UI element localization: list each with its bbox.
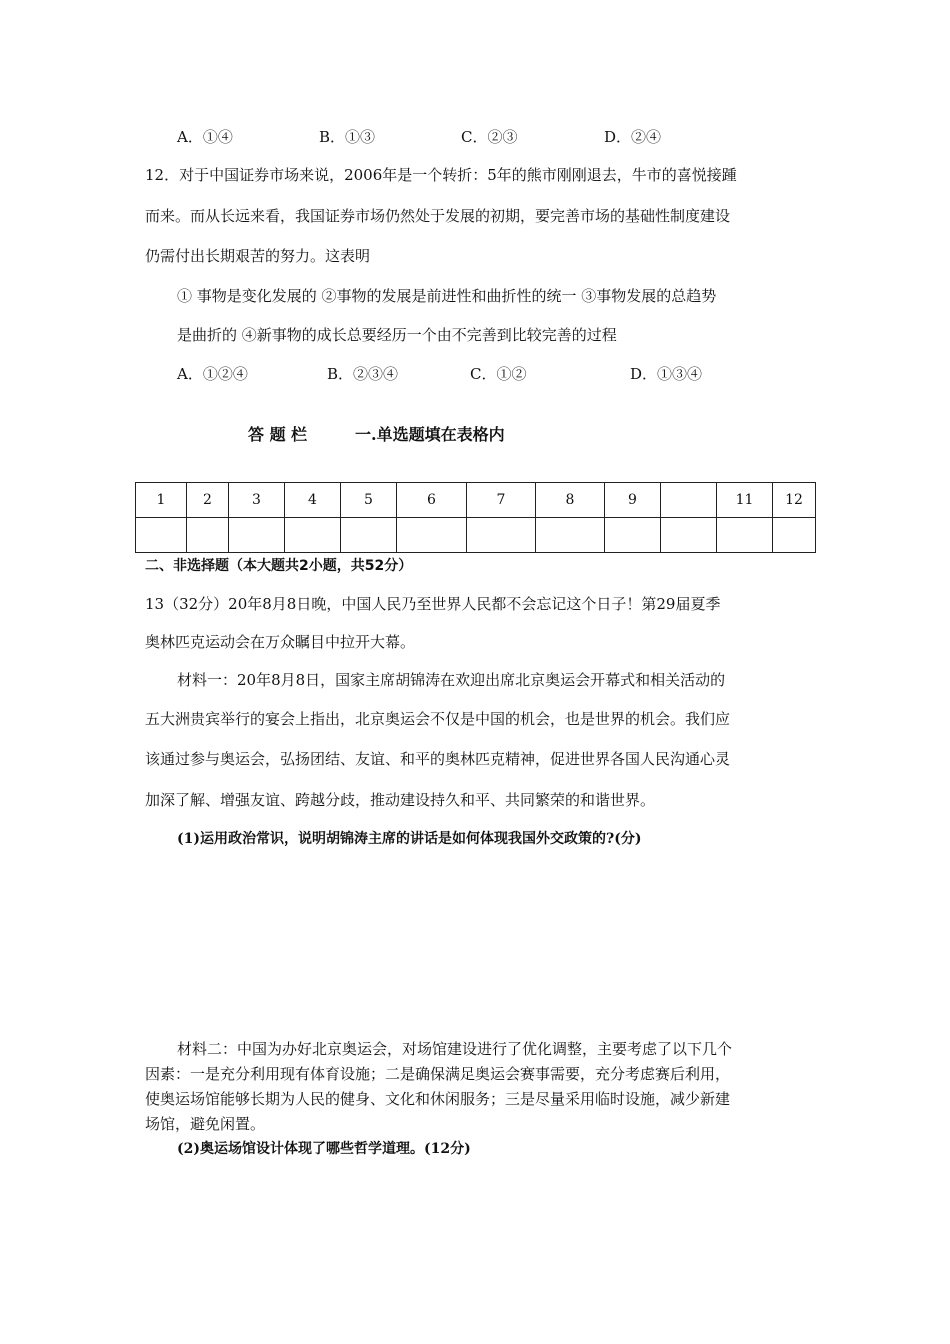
q13-material2-line-1: 材料二：中国为办好北京奥运会，对场馆建设进行了优化调整，主要考虑了以下几个 (177, 1040, 733, 1058)
q12-stem-line-3: 仍需付出长期艰苦的努力。这表明 (145, 247, 371, 265)
q13-material2-line-3: 使奥运场馆能够长期为人民的健身、文化和休闲服务；三是尽量采用临时设施，减少新建 (145, 1090, 731, 1108)
q11-option-c: C．②③ (461, 128, 518, 146)
answer-grid-header-cell: 12 (773, 483, 816, 518)
answer-grid-header-cell: 5 (341, 483, 397, 518)
q11-option-b: B．①③ (319, 128, 376, 146)
answer-grid-input-row (136, 518, 816, 553)
q13-material1-line-3: 该通过参与奥运会，弘扬团结、友谊、和平的奥林匹克精神，促进世界各国人民沟通心灵 (145, 750, 731, 768)
answer-grid-header-cell (661, 483, 717, 518)
q11-option-a: A．①④ (177, 128, 233, 146)
q13-subquestion-2: (2)奥运场馆设计体现了哪些哲学道理。(12分) (177, 1141, 471, 1157)
answer-grid-header-cell: 6 (397, 483, 467, 518)
answer-cell[interactable] (717, 518, 773, 553)
answer-cell[interactable] (773, 518, 816, 553)
answer-cell[interactable] (187, 518, 229, 553)
q12-option-d: D．①③④ (630, 365, 703, 383)
q12-option-a: A．①②④ (177, 365, 248, 383)
q12-stem-line-1: 12．对于中国证券市场来说，2006年是一个转折：5年的熊市刚刚退去，牛市的喜悦接踵 (145, 166, 737, 184)
q13-subquestion-1: (1)运用政治常识，说明胡锦涛主席的讲话是如何体现我国外交政策的?(分) (177, 831, 642, 847)
q13-material2-line-2: 因素：一是充分利用现有体育设施；二是确保满足奥运会赛事需要，充分考虑赛后利用， (145, 1065, 731, 1083)
answer-cell[interactable] (285, 518, 341, 553)
answer-cell[interactable] (661, 518, 717, 553)
answer-cell[interactable] (397, 518, 467, 553)
q12-stem-line-2: 而来。而从长远来看，我国证券市场仍然处于发展的初期，要完善市场的基础性制度建设 (145, 207, 731, 225)
q11-option-d: D．②④ (604, 128, 662, 146)
answer-grid-header-cell: 2 (187, 483, 229, 518)
answer-cell[interactable] (136, 518, 187, 553)
answer-grid-header-cell: 1 (136, 483, 187, 518)
q13-material1-line-1: 材料一：20年8月8日，国家主席胡锦涛在欢迎出席北京奥运会开幕式和相关活动的 (177, 671, 726, 689)
q12-option-c: C．①② (470, 365, 527, 383)
answer-grid-header-cell: 8 (536, 483, 605, 518)
q13-material1-line-4: 加深了解、增强友谊、跨越分歧，推动建设持久和平、共同繁荣的和谐世界。 (145, 791, 656, 809)
q13-material2-line-4: 场馆，避免闲置。 (145, 1115, 266, 1133)
answer-cell[interactable] (605, 518, 661, 553)
answer-grid (135, 482, 816, 553)
q12-items-line-1: ① 事物是变化发展的 ②事物的发展是前进性和曲折性的统一 ③事物发展的总趋势 (177, 287, 717, 305)
answer-grid-header-cell: 3 (229, 483, 285, 518)
answer-grid-header-cell: 7 (467, 483, 536, 518)
answer-bar-subtitle: 一.单选题填在表格内 (355, 425, 505, 444)
q12-option-b: B．②③④ (327, 365, 399, 383)
answer-grid-header-row (136, 483, 816, 518)
answer-cell[interactable] (229, 518, 285, 553)
answer-cell[interactable] (536, 518, 605, 553)
answer-bar-title: 答 题 栏 (248, 425, 308, 444)
q13-intro-line-2: 奥林匹克运动会在万众瞩目中拉开大幕。 (145, 633, 416, 651)
q13-intro-line-1: 13（32分）20年8月8日晚，中国人民乃至世界人民都不会忘记这个日子！第29届夏季 (145, 595, 721, 613)
part2-heading: 二、非选择题（本大题共2小题，共52分） (145, 558, 413, 574)
answer-grid-header-cell: 11 (717, 483, 773, 518)
answer-grid-header-cell: 9 (605, 483, 661, 518)
q13-material1-line-2: 五大洲贵宾举行的宴会上指出，北京奥运会不仅是中国的机会，也是世界的机会。我们应 (145, 710, 731, 728)
answer-cell[interactable] (467, 518, 536, 553)
answer-cell[interactable] (341, 518, 397, 553)
answer-grid-header-cell: 4 (285, 483, 341, 518)
q12-items-line-2: 是曲折的 ④新事物的成长总要经历一个由不完善到比较完善的过程 (177, 326, 617, 344)
